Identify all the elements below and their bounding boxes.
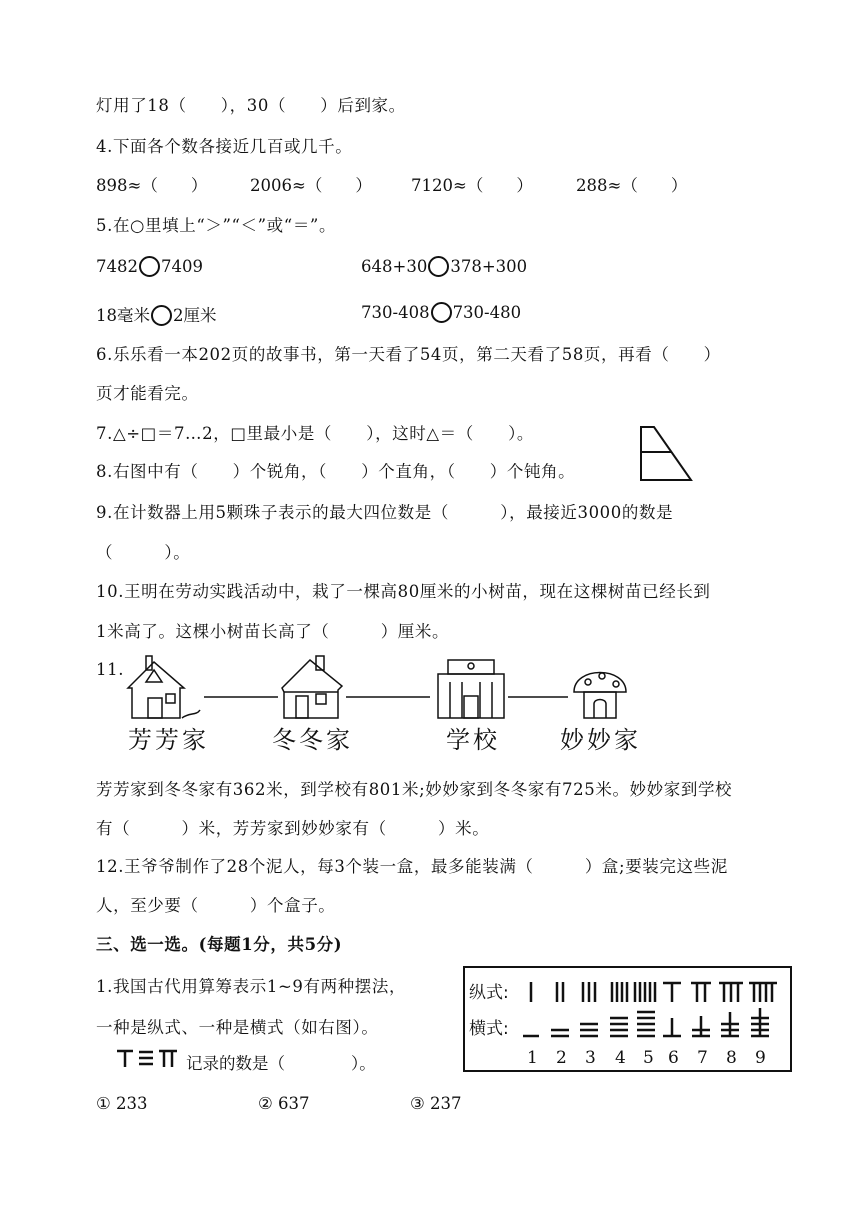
school-icon	[438, 660, 504, 718]
q5-right-1: 7409	[161, 257, 203, 276]
q4-item-3: 7120≈（ ）	[411, 176, 533, 195]
house-icon-fangfang	[128, 656, 200, 718]
q5-right-2: 378+300	[450, 257, 528, 276]
table-row-label-vertical: 纵式:	[469, 983, 509, 1003]
section3-q1-line-3: 记录的数是（ ）。	[186, 1054, 376, 1073]
q5-left-4: 730-408	[361, 303, 430, 322]
rod-number-7: 7	[697, 1048, 708, 1068]
rod-numbers-row	[521, 1048, 791, 1070]
q9-line-1: 9.在计数器上用5颗珠子表示的最大四位数是（ ），最接近3000的数是	[96, 503, 674, 522]
q11-number: 11.	[96, 660, 125, 679]
rod-number-2: 2	[556, 1048, 567, 1068]
q5-left-2: 648+30	[361, 257, 428, 276]
option-1[interactable]: ① 233	[96, 1094, 148, 1113]
q12-line-1: 12.王爷爷制作了28个泥人，每3个装一盒，最多能装满（ ）盒;要装完这些泥	[96, 857, 728, 876]
rod-symbols	[521, 974, 791, 1040]
q5-right-3: 2厘米	[173, 306, 217, 325]
q4-item-4: 288≈（ ）	[576, 176, 688, 195]
q5-compare-3	[96, 302, 217, 326]
q11-line-2: 有（ ）米，芳芳家到妙妙家有（ ）米。	[96, 819, 490, 838]
rod-number-4: 4	[615, 1048, 626, 1068]
q5-compare-1	[96, 256, 203, 277]
compare-circle-1[interactable]	[139, 256, 160, 277]
q12-line-2: 人，至少要（ ）个盒子。	[96, 896, 336, 915]
option-2[interactable]: ② 637	[258, 1094, 310, 1113]
q5-right-4: 730-480	[452, 303, 522, 322]
place-label-school: 学校	[446, 726, 500, 754]
q10-line-2: 1米高了。这棵小树苗长高了（ ）厘米。	[96, 622, 450, 641]
q6-line-1: 6.乐乐看一本202页的故事书，第一天看了54页，第二天看了58页，再看（ ）	[96, 345, 721, 364]
house-icon-dongdong	[282, 656, 342, 718]
place-label-fangfang: 芳芳家	[128, 726, 209, 754]
compare-circle-2[interactable]	[428, 256, 449, 277]
q4-title: 4.下面各个数各接近几百或几千。	[96, 137, 353, 156]
section3-heading: 三、选一选。(每题1分，共5分)	[96, 935, 343, 954]
compare-circle-3[interactable]	[151, 305, 172, 326]
counting-rod-number	[115, 1047, 179, 1069]
rod-number-5: 5	[643, 1048, 654, 1068]
section3-q1-line-1: 1.我国古代用算筹表示1~9有两种摆法，	[96, 977, 407, 996]
rod-number-9: 9	[755, 1048, 766, 1068]
q5-compare-2	[361, 256, 527, 277]
q10-line-1: 10.王明在劳动实践活动中，栽了一棵高80厘米的小树苗，现在这棵树苗已经长到	[96, 582, 711, 601]
place-label-dongdong: 冬冬家	[272, 726, 353, 754]
q9-line-2: （ ）。	[96, 543, 191, 562]
q5-compare-4	[361, 302, 521, 323]
q11-line-1: 芳芳家到冬冬家有362米，到学校有801米;妙妙家到冬冬家有725米。妙妙家到学校	[96, 780, 733, 799]
q5-left-1: 7482	[96, 257, 138, 276]
rod-number-3: 3	[585, 1048, 596, 1068]
rod-number-8: 8	[726, 1048, 737, 1068]
q4-item-1: 898≈（ ）	[96, 176, 208, 195]
compare-circle-4[interactable]	[431, 302, 452, 323]
q8-text: 8.右图中有（ ）个锐角，（ ）个直角，（ ）个钝角。	[96, 462, 576, 481]
rod-number-6: 6	[668, 1048, 679, 1068]
q6-line-2: 页才能看完。	[96, 384, 199, 403]
triangle-figure	[638, 424, 698, 484]
rod-number-1: 1	[527, 1048, 538, 1068]
q4-item-2: 2006≈（ ）	[250, 176, 372, 195]
place-label-miaomiao: 妙妙家	[560, 726, 641, 754]
counting-rods-table	[463, 966, 792, 1072]
q3-tail-text: 灯用了18（ ），30（ ）后到家。	[96, 96, 406, 115]
q5-left-3: 18毫米	[96, 306, 150, 325]
mushroom-house-icon	[574, 673, 626, 719]
q5-title: 5.在○里填上“＞”“＜”或“＝”。	[96, 216, 337, 235]
section3-q1-line-2: 一种是纵式、一种是横式（如右图）。	[96, 1018, 379, 1037]
q7-text: 7.△÷□＝7…2，□里最小是（ ），这时△＝（ ）。	[96, 424, 535, 443]
table-row-label-horizontal: 横式:	[469, 1019, 509, 1039]
option-3[interactable]: ③ 237	[410, 1094, 462, 1113]
